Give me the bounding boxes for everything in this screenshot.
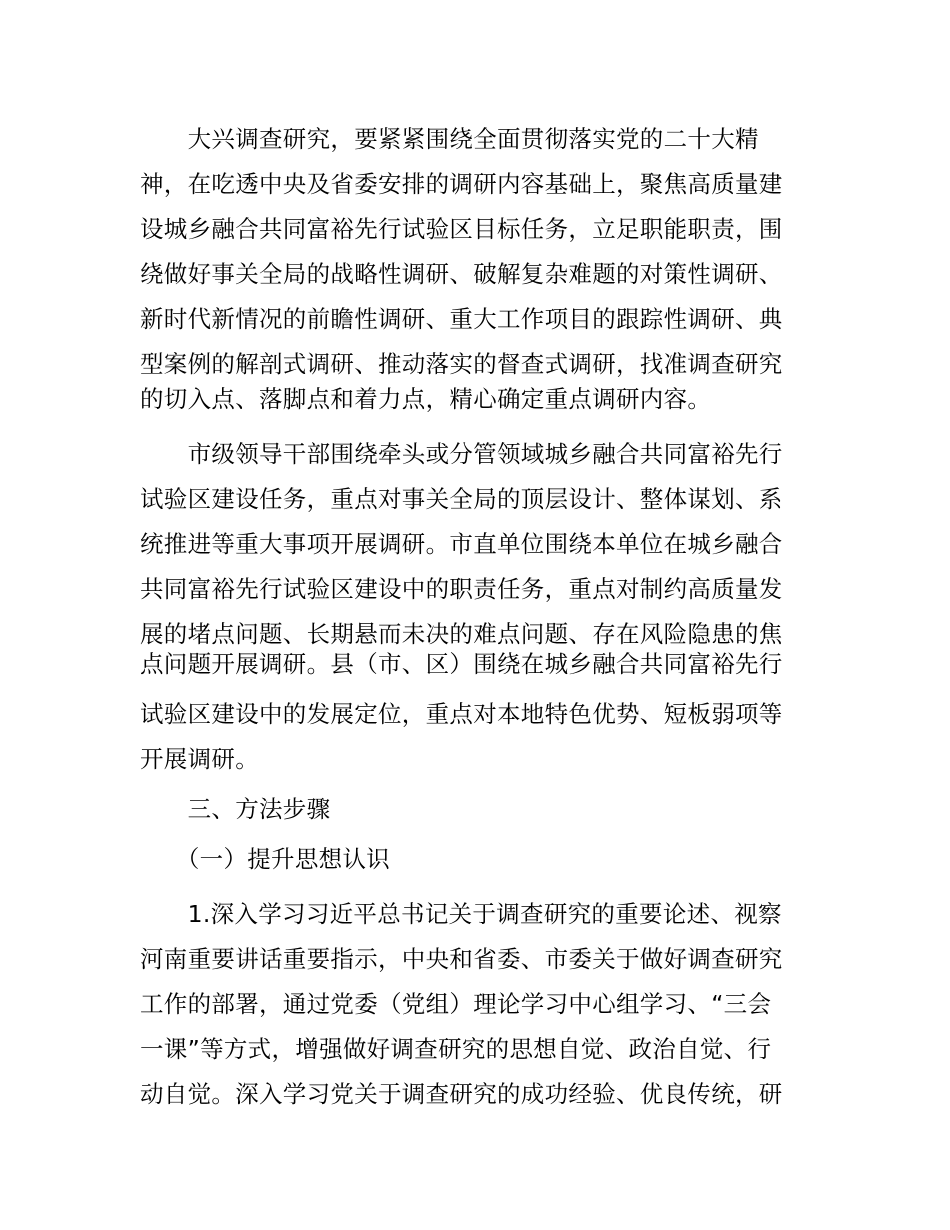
- paragraph-line: 型案例的解剖式调研、推动落实的督查式调研，找准调查研究: [140, 350, 783, 378]
- paragraph-line: 动自觉。深入学习党关于调查研究的成功经验、优良传统，研: [140, 1080, 783, 1108]
- paragraph-line: 展的堵点问题、长期悬而未决的难点问题、存在风险隐患的焦: [140, 620, 783, 648]
- paragraph-line: 点问题开展调研。县（市、区）围绕在城乡融合共同富裕先行: [140, 650, 783, 678]
- paragraph-line: 共同富裕先行试验区建设中的职责任务，重点对制约高质量发: [140, 575, 783, 603]
- paragraph-line: 河南重要讲话重要指示，中央和省委、市委关于做好调查研究: [140, 945, 783, 973]
- paragraph-line: 开展调研。: [140, 745, 259, 773]
- section-heading: 三、方法步骤: [140, 795, 331, 823]
- paragraph-line: 大兴调查研究，要紧紧围绕全面贯彻落实党的二十大精: [140, 125, 759, 153]
- paragraph-line: 绕做好事关全局的战略性调研、破解复杂难题的对策性调研、: [140, 260, 783, 288]
- paragraph-line: 统推进等重大事项开展调研。市直单位围绕本单位在城乡融合: [140, 530, 783, 558]
- paragraph-line: 的切入点、落脚点和着力点，精心确定重点调研内容。: [140, 385, 712, 413]
- subsection-heading: （一）提升思想认识: [140, 845, 391, 873]
- paragraph-line: 设城乡融合共同富裕先行试验区目标任务，立足职能职责，围: [140, 215, 783, 243]
- paragraph-line: 试验区建设任务，重点对事关全局的顶层设计、整体谋划、系: [140, 485, 783, 513]
- paragraph-line: 试验区建设中的发展定位，重点对本地特色优势、短板弱项等: [140, 700, 783, 728]
- paragraph-line: 1.深入学习习近平总书记关于调查研究的重要论述、视察: [140, 900, 782, 928]
- paragraph-line: 工作的部署，通过党委（党组）理论学习中心组学习、“三会: [140, 990, 772, 1018]
- paragraph-line: 一课”等方式，增强做好调查研究的思想自觉、政治自觉、行: [140, 1035, 772, 1063]
- paragraph-line: 神，在吃透中央及省委安排的调研内容基础上，聚焦高质量建: [140, 170, 783, 198]
- paragraph-line: 市级领导干部围绕牵头或分管领域城乡融合共同富裕先行: [140, 440, 783, 468]
- paragraph-line: 新时代新情况的前瞻性调研、重大工作项目的跟踪性调研、典: [140, 305, 783, 333]
